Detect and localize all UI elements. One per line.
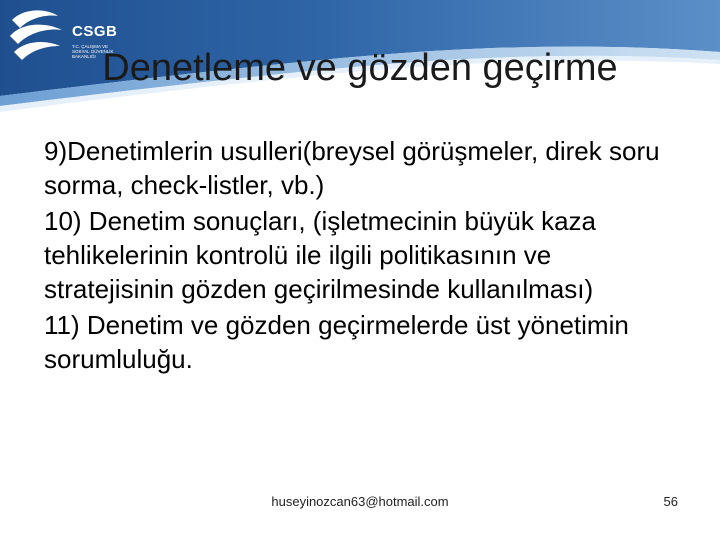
- slide-body: [44, 134, 684, 378]
- list-item: 10) Denetim sonuçları, (işletmecinin büyük kaza tehlikelerinin kontrolü ile ilgili politikasının ve stratejisinin gözden geçirilmesinde kullanılması): [44, 206, 597, 304]
- footer-email: huseyinozcan63@hotmail.com: [271, 494, 449, 509]
- logo-name: CSGB: [72, 23, 118, 40]
- page-number: 56: [663, 494, 678, 509]
- logo-subtitle-line: T.C. ÇALIŞMA VE: [72, 44, 109, 49]
- list-item: 11) Denetim ve gözden geçirmelerde üst yönetimin sorumluluğu.: [44, 310, 629, 374]
- logo-subtitle-line: SOSYAL GÜVENLİK: [72, 49, 114, 54]
- slide-title: Denetleme ve gözden geçirme: [102, 47, 618, 89]
- logo-subtitle-line: BAKANLIĞI: [72, 54, 96, 59]
- list-item: 9)Denetimlerin usulleri(breysel görüşmeler, direk soru sorma, check-listler, vb.): [44, 136, 660, 200]
